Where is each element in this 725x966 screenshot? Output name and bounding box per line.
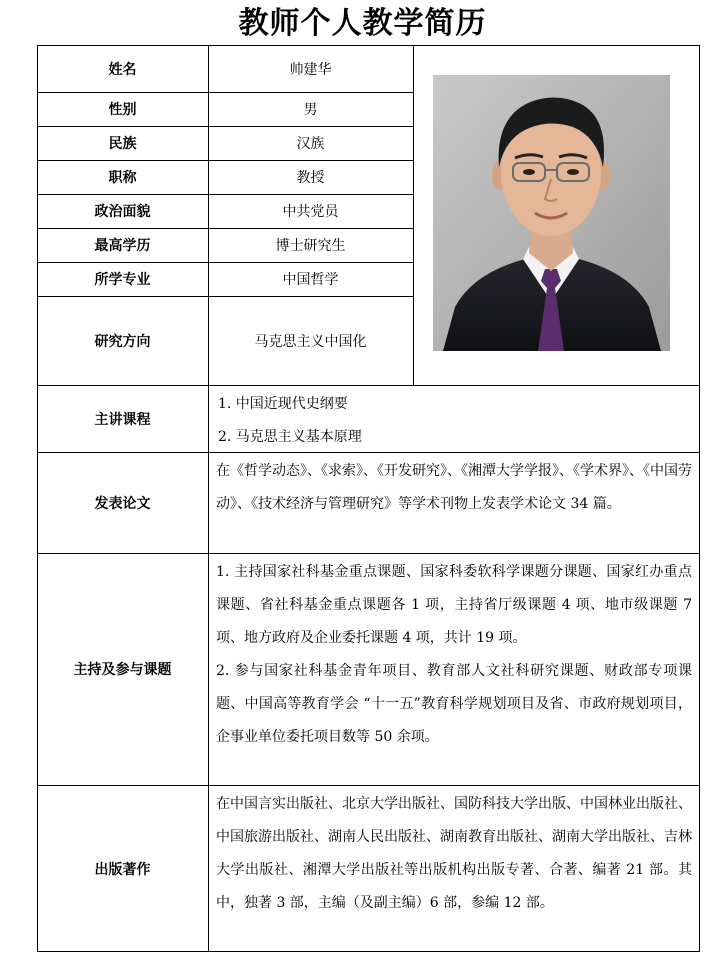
label-name: 姓名 bbox=[108, 61, 137, 78]
label-ethnicity: 民族 bbox=[108, 136, 137, 152]
course-item: 2. 马克思主义基本原理 bbox=[218, 429, 362, 445]
column-divider-photo bbox=[413, 45, 414, 385]
portrait-photo bbox=[433, 75, 670, 351]
label-courses: 主讲课程 bbox=[94, 411, 151, 428]
projects-list bbox=[208, 554, 700, 785]
label-political: 政治面貌 bbox=[94, 204, 151, 220]
course-item: 1. 中国近现代史纲要 bbox=[218, 396, 348, 412]
project-item: 1. 主持国家社科基金重点课题、国家科委软科学课题分课题、国家红办重点课题、省社科基金重点课题各 1 项，主持省厅级课题 4 项、地市级课题 7 项、地方政府及企业委托课题 4 项，共计 19 项。 bbox=[216, 564, 692, 646]
label-projects: 主持及参与课题 bbox=[73, 662, 172, 678]
papers-text: 在《哲学动态》、《求索》、《开发研究》、《湘潭大学学报》、《学术界》、《中国劳动》、《技术经济与管理研究》等学术刊物上发表学术论文 34 篇。 bbox=[216, 463, 692, 512]
value-rank: 教授 bbox=[296, 170, 325, 186]
project-item: 2. 参与国家社科基金青年项目、教育部人文社科研究课题、财政部专项课题、中国高等教育学会 “十一五”教育科学规划项目及省、市政府规划项目，企事业单位委托项目数等 50 余项。 bbox=[216, 663, 692, 745]
label-publications: 出版著作 bbox=[94, 861, 151, 878]
label-education: 最高学历 bbox=[94, 238, 151, 254]
value-name: 帅建华 bbox=[289, 61, 332, 78]
value-ethnicity: 汉族 bbox=[296, 136, 325, 152]
page-title: 教师个人教学简历 bbox=[238, 6, 487, 41]
value-gender: 男 bbox=[303, 102, 318, 118]
courses-list bbox=[208, 386, 700, 452]
value-research: 马克思主义中国化 bbox=[254, 333, 367, 350]
label-papers: 发表论文 bbox=[94, 495, 151, 512]
label-rank: 职称 bbox=[108, 170, 137, 186]
value-political: 中共党员 bbox=[282, 204, 339, 220]
value-education: 博士研究生 bbox=[275, 238, 346, 254]
publications-text: 在中国言实出版社、北京大学出版社、国防科技大学出版、中国林业出版社、中国旅游出版社、湖南人民出版社、湖南教育出版社、湖南大学出版社、吉林大学出版社、湘潭大学出版社等出版机构出版专著、合著、编著 21 部。其中，独著 3 部，主编（及副主编）6 部，参编 12 部。 bbox=[216, 796, 692, 911]
label-gender: 性别 bbox=[108, 102, 137, 118]
label-research: 研究方向 bbox=[94, 333, 151, 350]
value-major: 中国哲学 bbox=[282, 272, 339, 288]
label-major: 所学专业 bbox=[94, 272, 151, 288]
